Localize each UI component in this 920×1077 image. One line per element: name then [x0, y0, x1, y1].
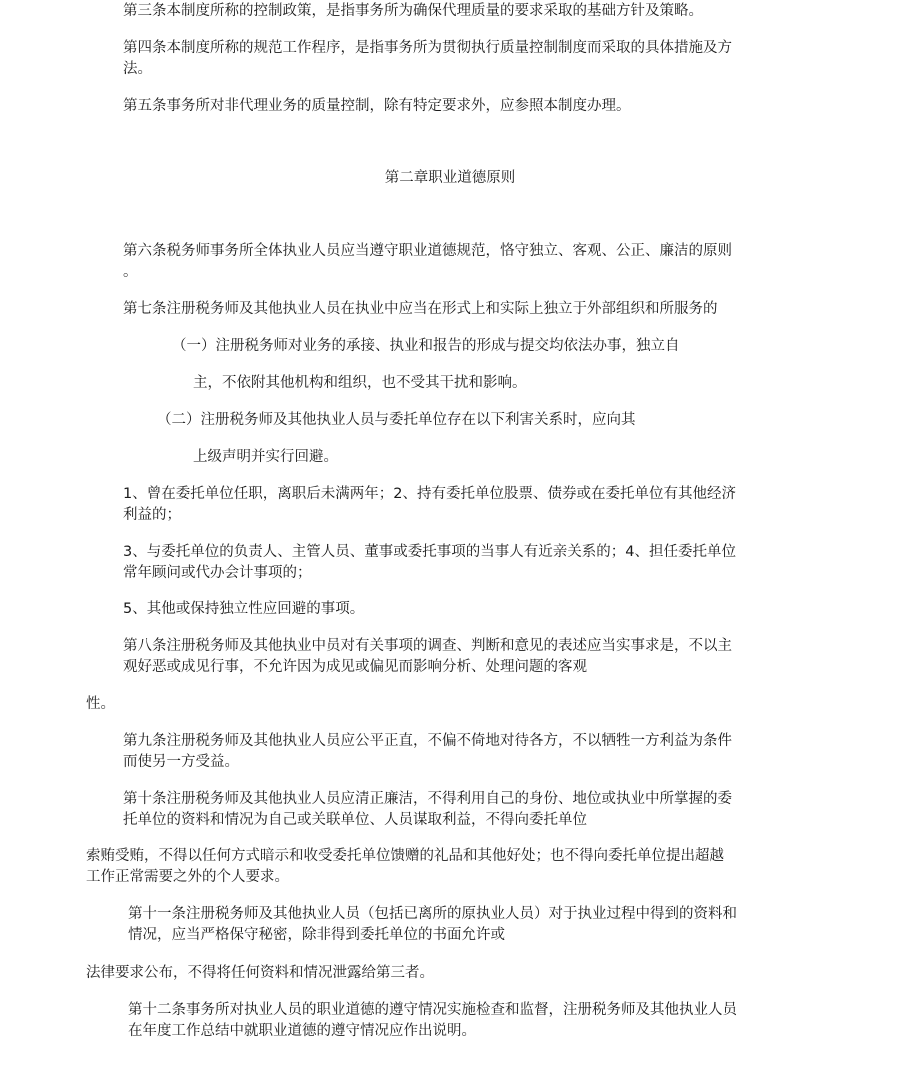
list-items-1-2-line-1: 1、曾在委托单位任职，离职后未满两年；2、持有委托单位股票、债券或在委托单位有其他经济 [123, 486, 736, 502]
article-12 [128, 1000, 737, 1042]
article-4 [123, 38, 732, 80]
article-12-line-2: 在年度工作总结中就职业道德的遵守情况应作出说明。 [128, 1023, 476, 1039]
article-7 [123, 299, 718, 320]
article-8-line-3: 性。 [86, 696, 115, 712]
article-7-item-1-line-1: （一）注册税务师对业务的承接、执业和报告的形成与提交均依法办事，独立自 [172, 338, 680, 354]
list-item-5-line-1: 5、其他或保持独立性应回避的事项。 [123, 601, 365, 617]
article-6-line-2: 。 [123, 264, 138, 280]
article-7-item-2-line-1: （二）注册税务师及其他执业人员与委托单位存在以下利害关系时，应向其 [157, 412, 636, 428]
article-11-line-2: 情况，应当严格保守秘密，除非得到委托单位的书面允许或 [128, 927, 505, 943]
article-10-line-3: 索贿受贿，不得以任何方式暗示和收受委托单位馈赠的礼品和其他好处；也不得向委托单位提出超越 [86, 848, 724, 864]
article-4-line-2: 法。 [123, 61, 152, 77]
list-items-3-4-line-2: 常年顾问或代办会计事项的； [123, 565, 312, 581]
article-10-line-4: 工作正常需要之外的个人要求。 [86, 869, 289, 885]
article-7-item-2 [157, 410, 636, 431]
article-7-item-1-cont [193, 373, 527, 394]
article-8-line-2: 观好恶或成见行事，不允许因为成见或偏见而影响分析、处理问题的客观 [123, 659, 587, 675]
article-5 [123, 96, 631, 117]
article-3-line-1: 第三条本制度所称的控制政策，是指事务所为确保代理质量的要求采取的基础方针及策略。 [123, 3, 703, 19]
article-10 [123, 789, 732, 831]
article-9-line-1: 第九条注册税务师及其他执业人员应公平正直，不偏不倚地对待各方，不以牺牲一方利益为条件 [123, 733, 732, 749]
article-7-item-2-line-2: 上级声明并实行回避。 [193, 449, 338, 465]
chapter-2-title: 第二章职业道德原则 [384, 170, 516, 186]
article-7-item-2-cont [193, 447, 338, 468]
article-11-line-3: 法律要求公布，不得将任何资料和情况泄露给第三者。 [86, 965, 434, 981]
list-item-5 [123, 599, 364, 620]
article-6 [123, 241, 732, 283]
list-items-3-4 [123, 542, 736, 584]
article-9 [123, 731, 732, 773]
article-8-line-1: 第八条注册税务师及其他执业中员对有关事项的调查、判断和意见的表述应当实事求是，不以主 [123, 638, 732, 654]
article-4-line-1: 第四条本制度所称的规范工作程序，是指事务所为贯彻执行质量控制制度而采取的具体措施及方 [123, 40, 732, 56]
article-5-line-1: 第五条事务所对非代理业务的质量控制，除有特定要求外，应参照本制度办理。 [123, 98, 631, 114]
article-7-item-1-line-2: 主，不依附其他机构和组织，也不受其干扰和影响。 [193, 375, 527, 391]
article-10-line-1: 第十条注册税务师及其他执业人员应清正廉洁，不得利用自己的身份、地位或执业中所掌握的委 [123, 791, 732, 807]
article-8 [123, 636, 732, 678]
article-10-line-2: 托单位的资料和情况为自己或关联单位、人员谋取利益，不得向委托单位 [123, 812, 587, 828]
article-6-line-1: 第六条税务师事务所全体执业人员应当遵守职业道德规范，恪守独立、客观、公正、廉洁的原则 [123, 243, 732, 259]
article-11-cont [86, 963, 434, 984]
list-items-3-4-line-1: 3、与委托单位的负责人、主管人员、董事或委托事项的当事人有近亲关系的；4、担任委托单位 [123, 544, 736, 560]
article-10-cont [86, 846, 724, 888]
article-7-item-1 [172, 336, 680, 357]
article-11-line-1: 第十一条注册税务师及其他执业人员（包括已离所的原执业人员）对于执业过程中得到的资料和 [128, 906, 737, 922]
article-11 [128, 904, 737, 946]
list-items-1-2-line-2: 利益的； [123, 507, 181, 523]
article-7-line-1: 第七条注册税务师及其他执业人员在执业中应当在形式上和实际上独立于外部组织和所服务的 [123, 301, 718, 317]
article-8-cont [86, 694, 115, 715]
article-12-line-1: 第十二条事务所对执业人员的职业道德的遵守情况实施检查和监督，注册税务师及其他执业人员 [128, 1002, 737, 1018]
list-items-1-2 [123, 484, 736, 526]
article-9-line-2: 而使另一方受益。 [123, 754, 239, 770]
article-3 [123, 1, 703, 22]
